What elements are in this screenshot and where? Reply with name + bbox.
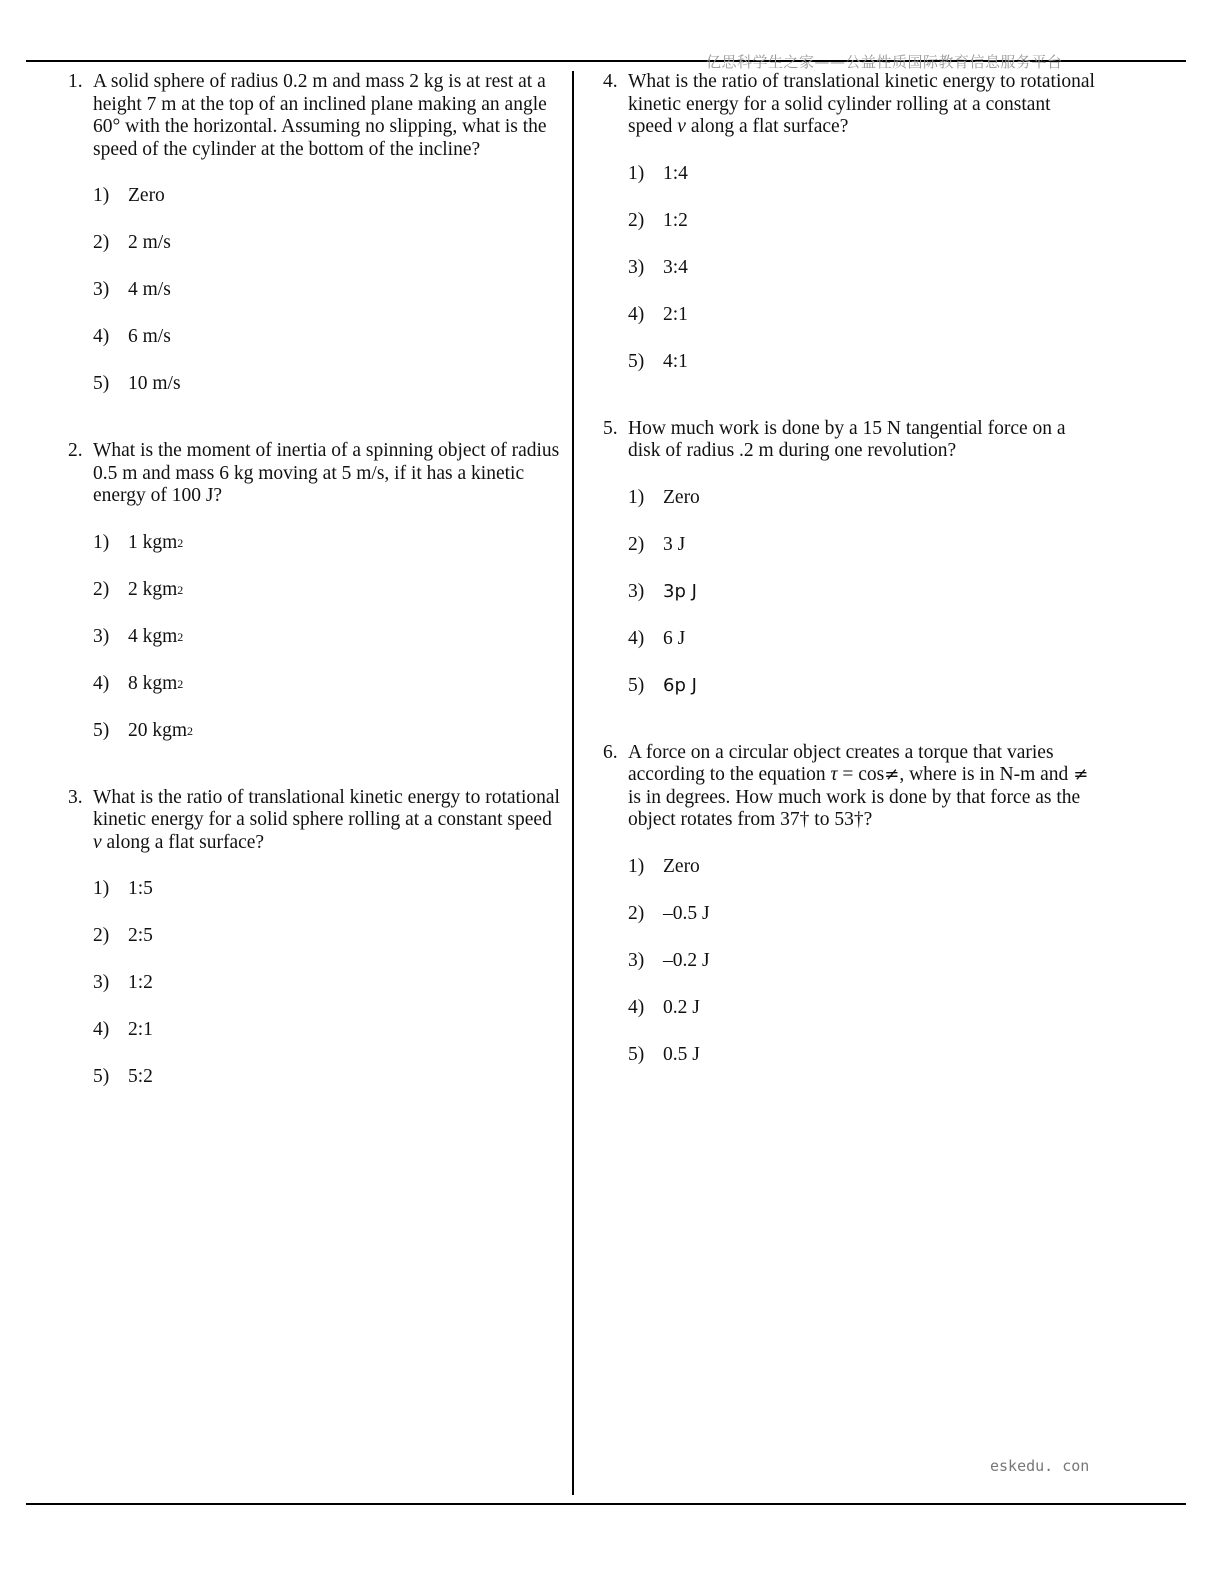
choice-text: 1:5 xyxy=(128,878,153,899)
choice[interactable] xyxy=(628,855,1097,902)
choice-number: 2) xyxy=(93,925,110,946)
choice-text: Zero xyxy=(663,855,700,877)
theta-symbol: ≠ xyxy=(884,764,900,785)
question-text: What is the moment of inertia of a spinning object of radius 0.5 m and mass 6 kg moving at 5 m/s, if it has a kinetic energy of 100 J? xyxy=(93,440,560,506)
question-text-part: , where is in N-m and xyxy=(899,764,1074,785)
choice[interactable] xyxy=(93,578,562,625)
choice[interactable] xyxy=(628,303,1097,350)
choice-text: 4 kgm xyxy=(128,625,178,647)
choice[interactable] xyxy=(93,278,562,325)
choice-text: 10 m/s xyxy=(128,373,181,394)
choice-text: 2 m/s xyxy=(128,232,171,253)
choice-list xyxy=(628,162,1097,397)
right-column xyxy=(597,71,1097,1090)
choice-list xyxy=(93,184,562,419)
question-3 xyxy=(62,787,562,1113)
choice-number: 5) xyxy=(628,674,645,696)
choice-text: 2:1 xyxy=(663,303,688,325)
choice[interactable] xyxy=(628,627,1097,674)
bottom-rule xyxy=(26,1503,1186,1505)
choice-number: 4) xyxy=(93,672,110,694)
question-4 xyxy=(597,71,1097,397)
question-text: How much work is done by a 15 N tangential force on a disk of radius .2 m during one revolution? xyxy=(628,417,1066,461)
choice[interactable] xyxy=(93,877,562,924)
choice[interactable] xyxy=(628,350,1097,397)
choice[interactable] xyxy=(93,372,562,419)
choice[interactable] xyxy=(93,1018,562,1065)
choice-number: 3) xyxy=(93,279,110,300)
choice-number: 5) xyxy=(93,719,110,741)
choice[interactable] xyxy=(93,531,562,578)
question-text-part: A force on a circular object creates a torque that varies according to the equation xyxy=(628,741,1054,785)
choice-text: Zero xyxy=(663,486,700,508)
choice-number: 3) xyxy=(93,625,110,647)
choice-text: 4 m/s xyxy=(128,279,171,300)
choice[interactable] xyxy=(93,231,562,278)
choice[interactable] xyxy=(93,325,562,372)
footer-site: eskedu. con xyxy=(990,1457,1090,1475)
choice-text: 2:5 xyxy=(128,925,153,946)
choice[interactable] xyxy=(93,971,562,1018)
choice-text: 1:2 xyxy=(128,972,153,993)
choice-text: 0.5 J xyxy=(663,1043,700,1065)
question-text-part: What is the ratio of translational kinetic energy to rotational kinetic energy for a solid cylinder rolling at a constant speed xyxy=(628,71,1095,137)
question-text-part: is in degrees. How much work is done by that force as the object rotates from 37† to 53†? xyxy=(628,786,1081,830)
question-text: A solid sphere of radius 0.2 m and mass 2 kg is at rest at a height 7 m at the top of an inclined plane making an angle 60° with the horizontal. Assuming no slipping, what is the speed of the cylinder at the bottom of the incline? xyxy=(93,71,547,160)
choice-text: –0.5 J xyxy=(663,902,710,924)
choice[interactable] xyxy=(93,625,562,672)
choice-list xyxy=(93,531,562,766)
choice-number: 1) xyxy=(93,185,110,206)
choice-number: 5) xyxy=(628,1043,645,1065)
choice-text: 2:1 xyxy=(128,1019,153,1040)
speed-variable: v xyxy=(93,831,102,853)
choice-text: 3:4 xyxy=(663,256,688,278)
choice-number: 5) xyxy=(93,1066,110,1087)
choice-list xyxy=(628,855,1097,1090)
theta-symbol: ≠ xyxy=(1073,764,1089,785)
choice-text: 8 kgm xyxy=(128,672,178,694)
question-number: 3. xyxy=(68,786,83,808)
choice[interactable] xyxy=(628,580,1097,627)
question-5 xyxy=(597,418,1097,721)
choice-number: 4) xyxy=(628,303,645,325)
choice-text: 1:4 xyxy=(663,162,688,184)
choice-number: 5) xyxy=(628,350,645,372)
choice-number: 1) xyxy=(93,878,110,899)
choice-text: Zero xyxy=(128,185,165,206)
choice[interactable] xyxy=(628,256,1097,303)
question-text-part: What is the ratio of translational kinetic energy to rotational kinetic energy for a solid sphere rolling at a constant speed xyxy=(93,786,560,830)
choice-number: 3) xyxy=(93,972,110,993)
choice-number: 1) xyxy=(628,486,645,508)
superscript: 2 xyxy=(177,582,184,597)
choice-text: 3 J xyxy=(663,533,686,555)
choice-text: 4:1 xyxy=(663,350,688,372)
question-number: 4. xyxy=(603,71,618,92)
question-number: 6. xyxy=(603,741,618,763)
question-text xyxy=(628,742,1097,832)
choice[interactable] xyxy=(628,486,1097,533)
choice[interactable] xyxy=(93,184,562,231)
question-number: 5. xyxy=(603,417,618,439)
choice-number: 4) xyxy=(93,326,110,347)
choice[interactable] xyxy=(93,1065,562,1112)
question-1 xyxy=(62,71,562,419)
choice-number: 2) xyxy=(628,902,645,924)
choice-number: 1) xyxy=(628,855,645,877)
superscript: 2 xyxy=(177,676,184,691)
choice-number: 4) xyxy=(628,996,645,1018)
question-number: 2. xyxy=(68,440,83,461)
watermark: 亿思科学生之家——公益性质国际教育信息服务平台 xyxy=(706,53,1063,71)
choice[interactable] xyxy=(628,996,1097,1043)
choice-text: 6p J xyxy=(663,674,697,696)
speed-variable: v xyxy=(677,116,686,137)
choice-list xyxy=(628,486,1097,721)
choice-number: 3) xyxy=(628,949,645,971)
choice-text: 3p J xyxy=(663,580,697,602)
choice-number: 4) xyxy=(628,627,645,649)
choice[interactable] xyxy=(93,672,562,719)
choice-number: 2) xyxy=(93,578,110,600)
question-2 xyxy=(62,440,562,766)
choice-text: 1 kgm xyxy=(128,531,178,553)
choice[interactable] xyxy=(93,924,562,971)
choice-text: 20 kgm xyxy=(128,719,188,741)
question-text-part: along a flat surface? xyxy=(685,116,849,137)
tau-symbol: τ xyxy=(830,764,838,785)
choice-number: 3) xyxy=(628,580,645,602)
choice-text: 1:2 xyxy=(663,209,688,231)
choice[interactable] xyxy=(628,209,1097,256)
choice-text: 6 m/s xyxy=(128,326,171,347)
choice-number: 2) xyxy=(628,209,645,231)
left-column xyxy=(62,71,562,1112)
choice-number: 1) xyxy=(628,162,645,184)
question-text xyxy=(93,787,562,855)
question-text-part: along a flat surface? xyxy=(101,831,265,853)
column-divider xyxy=(572,71,574,1495)
choice-list xyxy=(93,877,562,1112)
question-number: 1. xyxy=(68,71,83,92)
choice[interactable] xyxy=(628,902,1097,949)
choice-number: 5) xyxy=(93,373,110,394)
choice-text: 2 kgm xyxy=(128,578,178,600)
question-text-part: = cos xyxy=(837,764,885,785)
choice-text: 0.2 J xyxy=(663,996,700,1018)
choice-number: 4) xyxy=(93,1019,110,1040)
choice-text: 6 J xyxy=(663,627,686,649)
choice-number: 3) xyxy=(628,256,645,278)
choice[interactable] xyxy=(628,162,1097,209)
choice[interactable] xyxy=(628,1043,1097,1090)
choice[interactable] xyxy=(628,533,1097,580)
choice[interactable] xyxy=(628,674,1097,721)
superscript: 2 xyxy=(187,723,194,738)
choice-number: 2) xyxy=(628,533,645,555)
choice-text: 5:2 xyxy=(128,1066,153,1087)
superscript: 2 xyxy=(177,629,184,644)
superscript: 2 xyxy=(177,535,184,550)
choice-number: 1) xyxy=(93,531,110,553)
choice-text: –0.2 J xyxy=(663,949,710,971)
choice-number: 2) xyxy=(93,232,110,253)
choice[interactable] xyxy=(628,949,1097,996)
question-6 xyxy=(597,742,1097,1090)
choice[interactable] xyxy=(93,719,562,766)
question-text xyxy=(628,71,1097,139)
